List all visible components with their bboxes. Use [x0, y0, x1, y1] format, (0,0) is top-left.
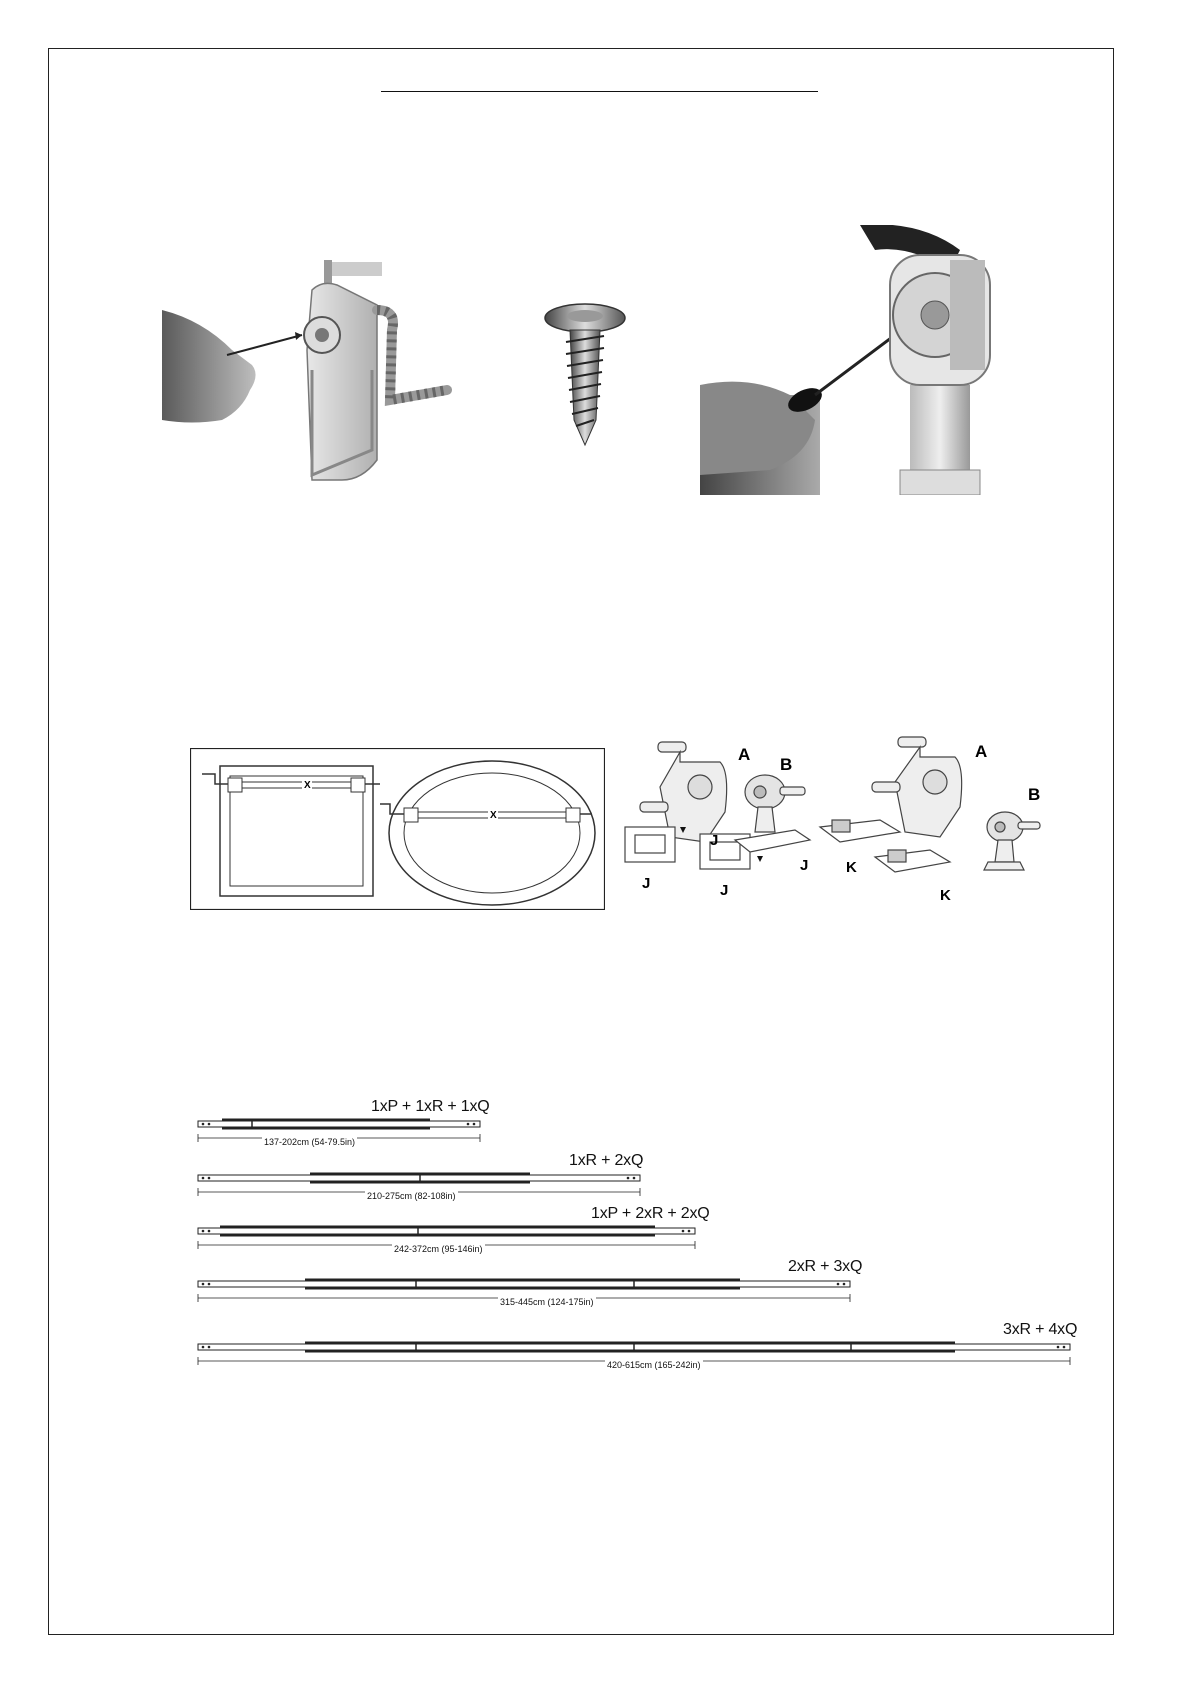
rail-2-hole-left-b [208, 1177, 211, 1180]
rail-4-hole-left-b [208, 1283, 211, 1286]
photo-screw [530, 300, 640, 450]
photo-screwdriver-winch [700, 225, 1030, 495]
rail-4-hole-left-a [202, 1283, 205, 1286]
pole-mark-x1: X [304, 780, 311, 791]
rail-3-hole-right-a [682, 1230, 685, 1233]
rail-2-hole-right-a [627, 1177, 630, 1180]
label-k2: K [940, 887, 951, 904]
label-b2: B [1028, 785, 1041, 804]
diagram-frames [190, 748, 605, 910]
rail-3-range: 242-372cm (95-146in) [394, 1244, 483, 1254]
rail-5-combo: 3xR + 4xQ [1003, 1321, 1078, 1338]
pole-mark-x2: X [490, 810, 497, 821]
title-underline [381, 91, 818, 92]
rail-2-combo: 1xR + 2xQ [569, 1152, 644, 1169]
rail-1-hole-left-b [208, 1123, 211, 1126]
rail-3-hole-left-a [202, 1230, 205, 1233]
diagram-handles-brackets [610, 732, 1050, 922]
label-j2: J [642, 875, 651, 892]
rail-3-hole-left-b [208, 1230, 211, 1233]
label-k1: K [846, 859, 857, 876]
label-a2: A [975, 742, 988, 761]
rail-1-hole-right-b [473, 1123, 476, 1126]
rail-2-outer-tube [198, 1175, 640, 1181]
rail-4-combo: 2xR + 3xQ [788, 1258, 863, 1275]
rail-4-hole-right-b [843, 1283, 846, 1286]
rail-5-hole-left-a [202, 1346, 205, 1349]
rail-1-hole-left-a [202, 1123, 205, 1126]
rail-1-range: 137-202cm (54-79.5in) [264, 1137, 356, 1147]
rail-4-outer-tube [198, 1281, 850, 1287]
label-a1: A [738, 745, 751, 764]
rail-5-hole-right-a [1057, 1346, 1060, 1349]
rail-1-combo: 1xP + 1xR + 1xQ [371, 1098, 490, 1115]
rail-4-hole-right-a [837, 1283, 840, 1286]
label-j3: J [720, 882, 729, 899]
label-j4: J [800, 857, 809, 874]
label-j1: J [710, 832, 719, 849]
label-b1: B [780, 755, 793, 774]
rail-2-range: 210-275cm (82-108in) [367, 1191, 456, 1201]
photo-winch-axle-insert [162, 250, 462, 495]
rail-3-outer-tube [198, 1228, 695, 1234]
rail-3-hole-right-b [688, 1230, 691, 1233]
rail-2-hole-right-b [633, 1177, 636, 1180]
rail-5-hole-left-b [208, 1346, 211, 1349]
rail-3-combo: 1xP + 2xR + 2xQ [591, 1205, 710, 1222]
rail-5-hole-right-b [1063, 1346, 1066, 1349]
rail-4-range: 315-445cm (124-175in) [500, 1297, 594, 1307]
rail-2-hole-left-a [202, 1177, 205, 1180]
rail-1-hole-right-a [467, 1123, 470, 1126]
rail-5-range: 420-615cm (165-242in) [607, 1360, 701, 1370]
rail-1-outer-tube [198, 1121, 480, 1127]
